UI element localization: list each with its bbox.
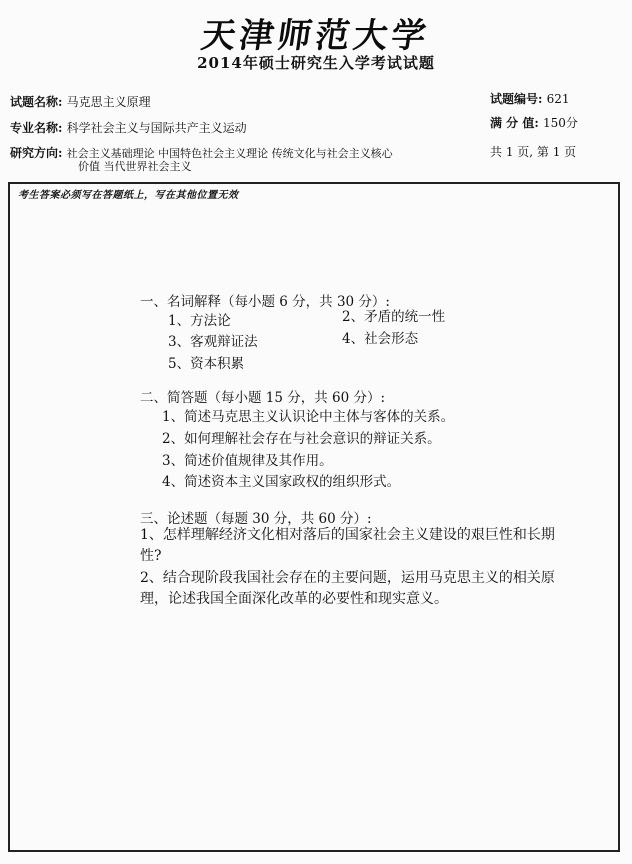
score-row [490,114,578,131]
section3-heading: 三、论述题（每题 30 分，共 60 分）: [140,511,372,527]
answer-notice: 考生答案必须写在答题纸上，写在其他位置无效 [18,190,239,201]
exam-title: 2014年硕士研究生入学考试试题 [197,54,435,72]
section2-item: 2、如何理解社会存在与社会意识的辩证关系。 [162,431,441,447]
section3-item: 2、结合现阶段我国社会存在的主要问题，运用马克思主义的相关原理，论述我国全面深化改革的必要性和现实意义。 [140,570,555,607]
direction-label: 研究方向: [10,146,63,160]
subject-value: 马克思主义原理 [66,95,151,109]
section3-item: 1、怎样理解经济文化相对落后的国家社会主义建设的艰巨性和长期性? [140,527,555,564]
section1-item: 3、客观辩证法 [168,334,258,350]
direction-value-line1: 社会主义基础理论 中国特色社会主义理论 传统文化与社会主义核心 [66,147,393,160]
section1-item: 4、社会形态 [342,331,419,347]
direction-value-line2: 价值 当代世界社会主义 [78,160,192,173]
pages-text: 共 1 页, 第 1 页 [490,145,577,159]
university-name: 天津师范大学 [198,16,433,56]
major-value: 科学社会主义与国际共产主义运动 [66,121,247,135]
direction-row [10,144,393,161]
section2-item: 3、简述价值规律及其作用。 [162,453,333,469]
section1-item: 5、资本积累 [168,356,245,372]
section2-item: 4、简述资本主义国家政权的组织形式。 [162,474,401,490]
section2-item: 1、简述马克思主义认识论中主体与客体的关系。 [162,409,455,425]
major-row [10,119,247,136]
section2-heading: 二、简答题（每小题 15 分，共 60 分）: [140,390,386,406]
code-row [490,90,570,107]
code-value: 621 [546,92,570,106]
code-label: 试题编号: [490,92,543,106]
subject-row [10,93,151,110]
section1-item: 1、方法论 [168,313,231,329]
major-label: 专业名称: [10,121,63,135]
section1-heading: 一、名词解释（每小题 6 分，共 30 分）: [140,294,390,310]
score-label: 满 分 值: [490,116,539,130]
score-value: 150分 [542,116,578,130]
subject-label: 试题名称: [10,95,63,109]
section1-item: 2、矛盾的统一性 [342,309,446,325]
